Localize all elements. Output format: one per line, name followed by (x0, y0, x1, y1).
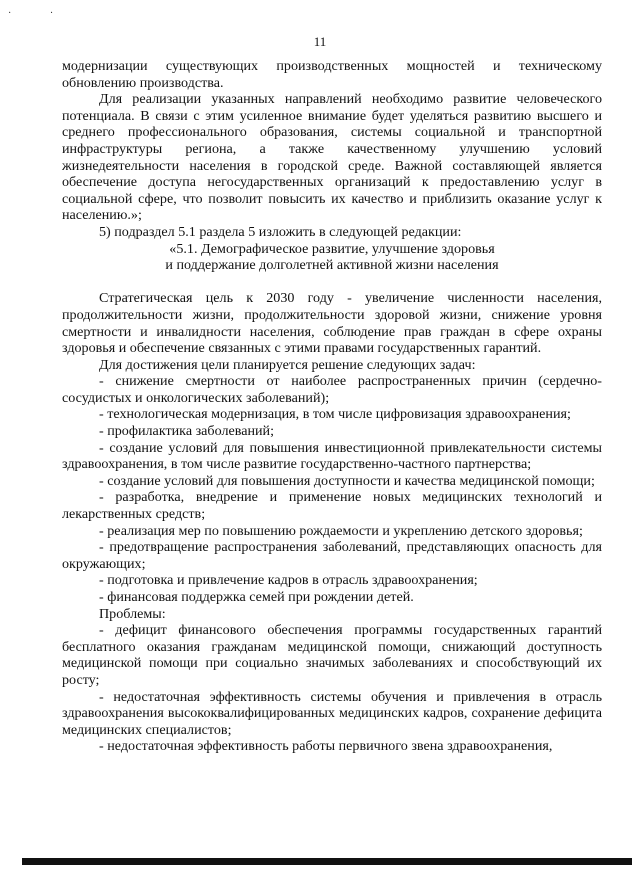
section-heading-line1: «5.1. Демографическое развитие, улучшение здоровья (169, 240, 495, 257)
paragraph: Для реализации указанных направлений необходимо развитие человеческого потенциала. В связи с этим усиленное внимание будет уделяться развитию высшего и среднего профессионального образования, системы социальной и транспортной инфраструктуры региона, а также качественному улучшению условий жизнедеятельности населения в городской среде. Важной составляющей является обеспечение доступа негосударственных организаций к предоставлению услуг в социальной сфере, что позволит повысить их качество и приблизить оказание услуг к населению.»; (62, 91, 602, 224)
list-item: - подготовка и привлечение кадров в отрасль здравоохранения; (99, 572, 478, 589)
list-item: - разработка, внедрение и применение новых медицинских технологий и лекарственных средств; (62, 489, 602, 523)
list-item: - создание условий для повышения доступности и качества медицинской помощи; (99, 472, 595, 489)
scan-marks: · · (8, 8, 72, 19)
paragraph: Проблемы: (99, 605, 166, 622)
paragraph: 5) подраздел 5.1 раздела 5 изложить в следующей редакции: (99, 223, 462, 240)
list-item: - профилактика заболеваний; (99, 423, 275, 440)
list-item: - недостаточная эффективность работы первичного звена здравоохранения, (99, 738, 553, 755)
scan-border-bar (22, 858, 632, 865)
document-body (62, 58, 602, 755)
section-heading-line2: и поддержание долголетней активной жизни населения (165, 257, 499, 274)
page-number: 11 (313, 34, 327, 49)
list-item: - дефицит финансового обеспечения программы государственных гарантий бесплатного оказания гражданам медицинской помощи, снижающий доступность медицинской помощи при социально значимых заболеваниях и способствующий их росту; (62, 622, 602, 688)
list-item: - снижение смертности от наиболее распространенных причин (сердечно-сосудистых и онкологических заболеваний); (62, 373, 602, 406)
list-item: - реализация мер по повышению рождаемости и укреплению детского здоровья; (99, 522, 583, 539)
paragraph: Стратегическая цель к 2030 году - увеличение численности населения, продолжительности жизни, продолжительности здоровой жизни, снижение уровня смертности и инвалидности населения, соблюдение прав граждан в сфере охраны здоровья и обеспечение связанных с этими правами государственных гарантий. (62, 290, 602, 357)
list-item: - создание условий для повышения инвестиционной привлекательности системы здравоохранения, в том числе развитие государственно-частного партнерства; (62, 439, 602, 473)
list-item: - недостаточная эффективность системы обучения и привлечения в отрасль здравоохранения высококвалифицированных медицинских кадров, сохранение дефицита медицинских специалистов; (62, 688, 602, 738)
list-item: - технологическая модернизация, в том числе цифровизация здравоохранения; (99, 406, 571, 423)
paragraph: Для достижения цели планируется решение следующих задач: (99, 356, 476, 373)
paragraph: модернизации существующих производственных мощностей и техническому обновлению производства. (62, 58, 602, 91)
list-item: - предотвращение распространения заболеваний, представляющих опасность для окружающих; (62, 539, 602, 572)
list-item: - финансовая поддержка семей при рождении детей. (99, 589, 414, 605)
